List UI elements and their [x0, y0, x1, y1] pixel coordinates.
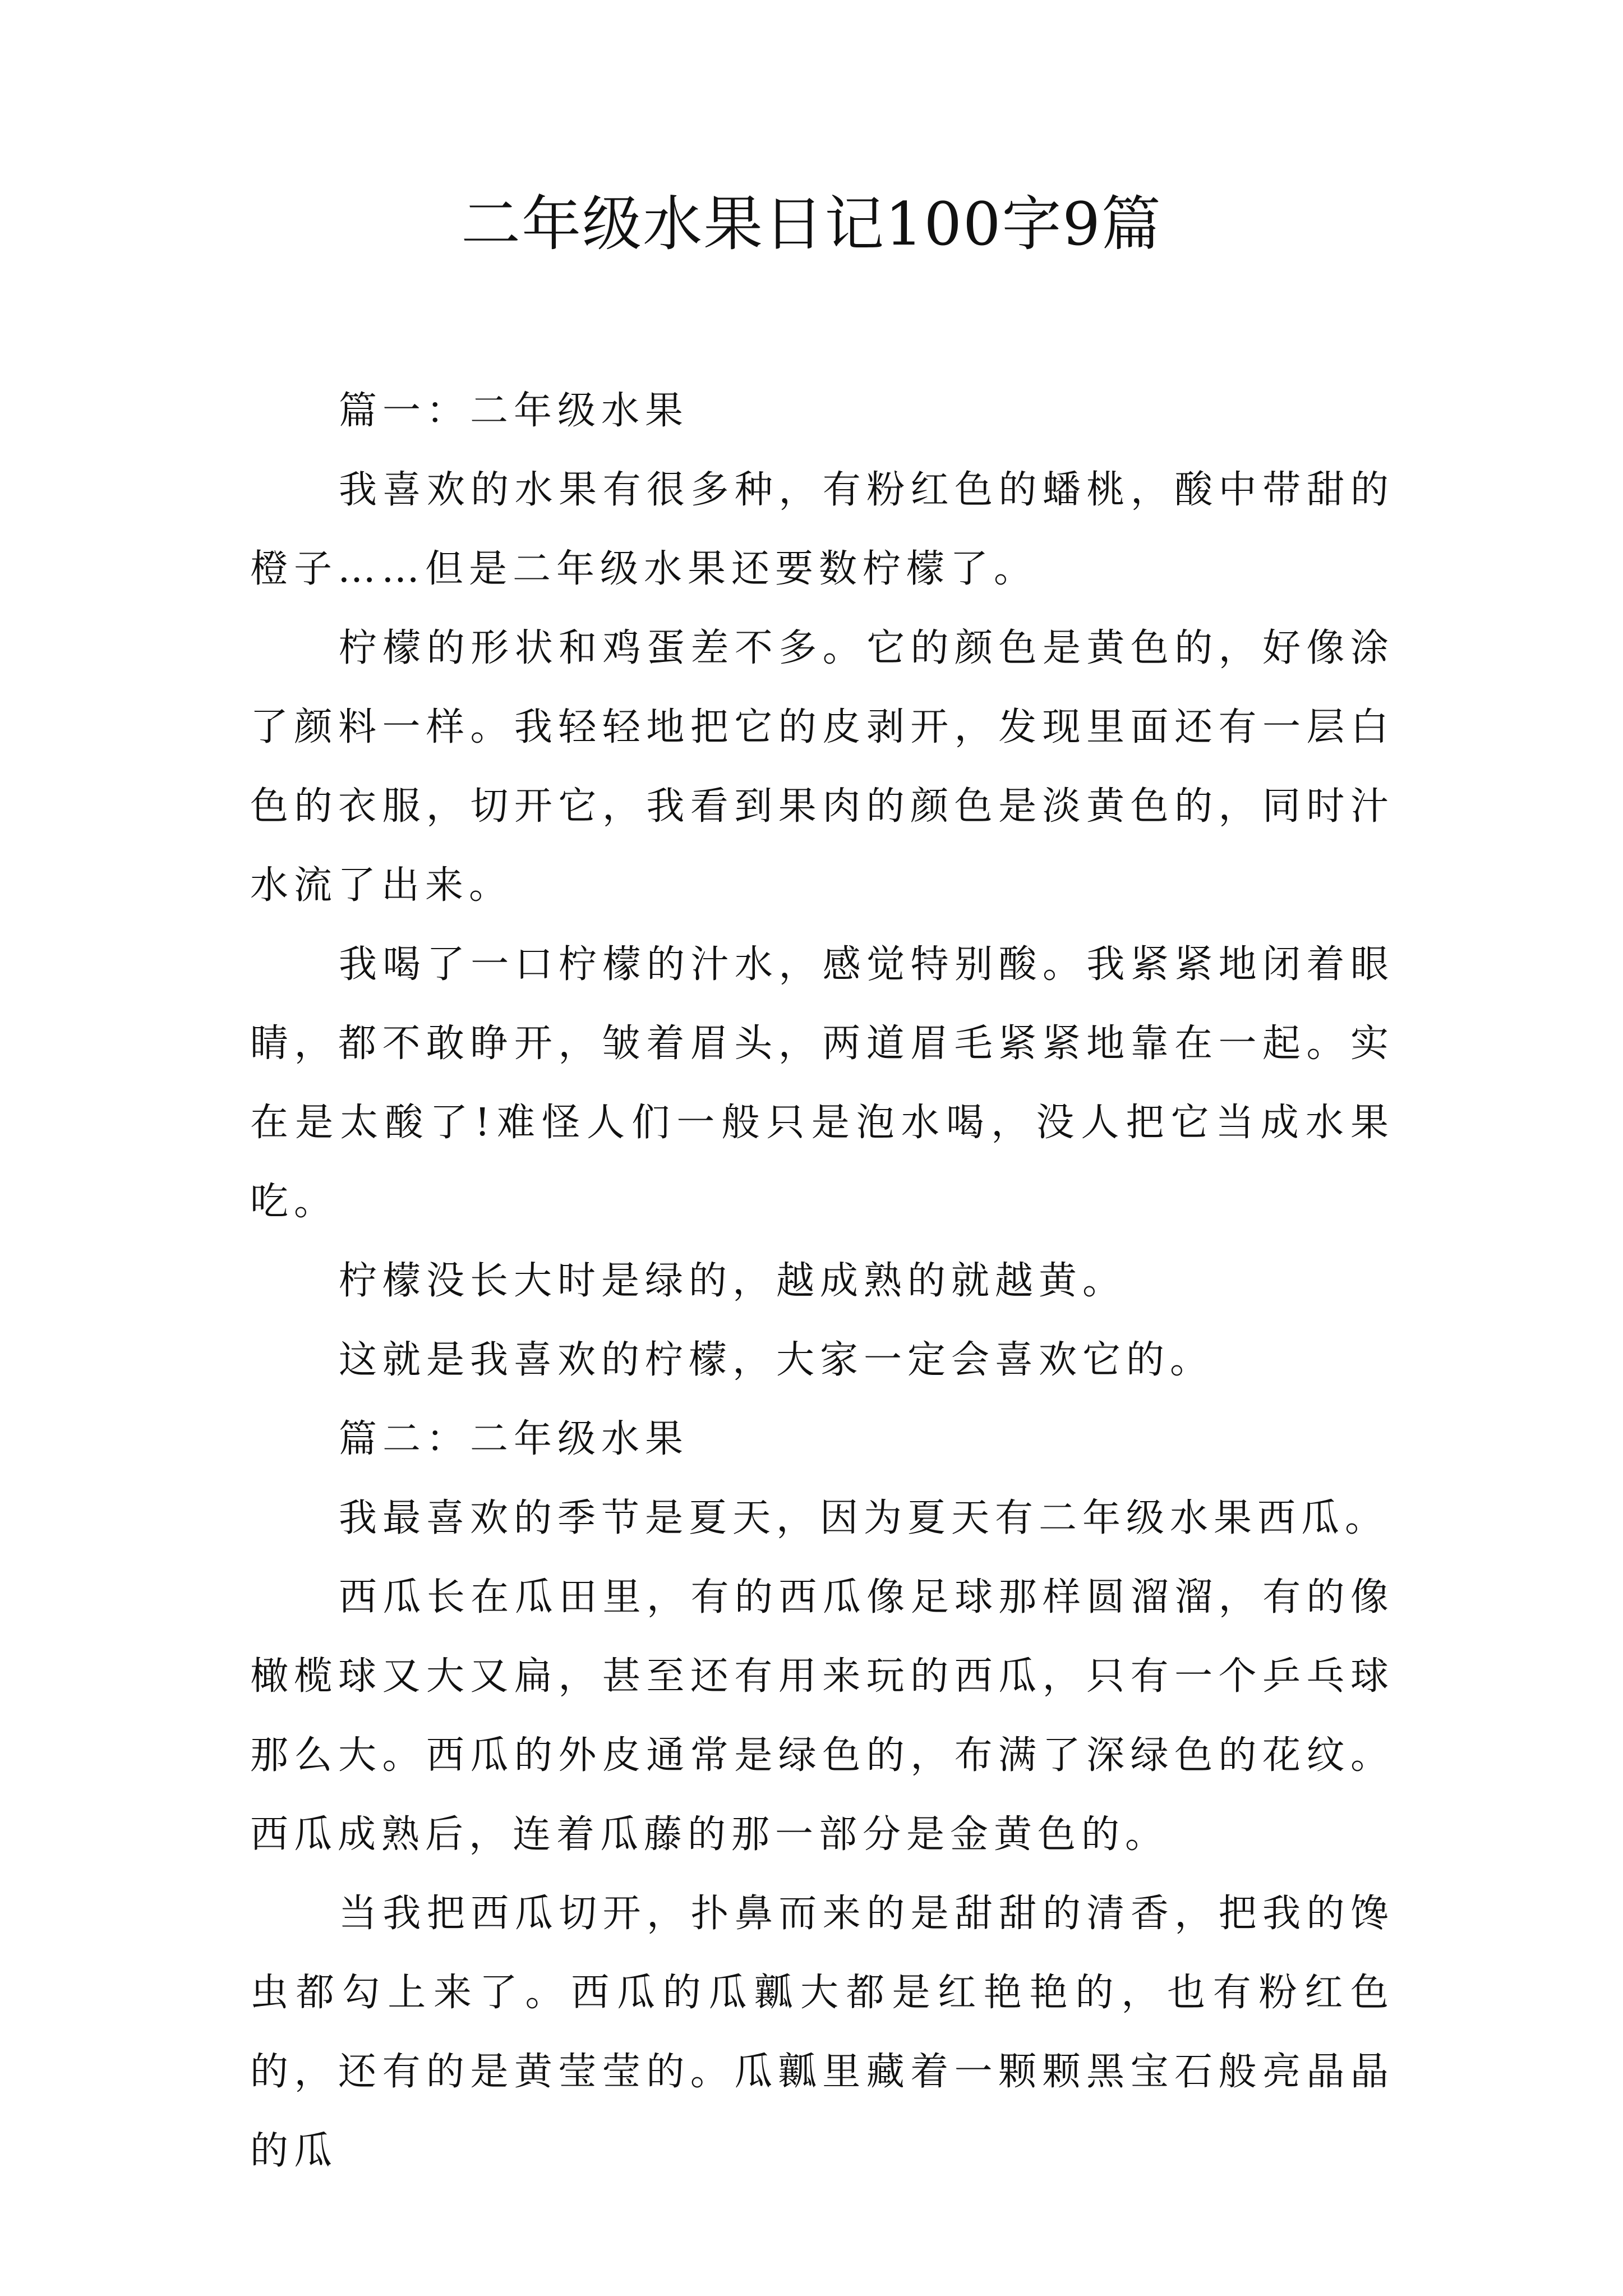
paragraph: 柠檬的形状和鸡蛋差不多。它的颜色是黄色的，好像涂了颜料一样。我轻轻地把它的皮剥开，发现里面还有一层白色的衣服，切开它，我看到果肉的颜色是淡黄色的，同时汁水流了出来。 — [250, 626, 1394, 908]
paragraph: 我喜欢的水果有很多种，有粉红色的蟠桃，酸中带甜的橙子……但是二年级水果还要数柠檬了。 — [250, 468, 1394, 591]
paragraph: 当我把西瓜切开，扑鼻而来的是甜甜的清香，把我的馋虫都勾上来了。西瓜的瓜瓤大都是红艳艳的，也有粉红色的，还有的是黄莹莹的。瓜瓤里藏着一颗颗黑宝石般亮晶晶的瓜 — [250, 1892, 1394, 2173]
document-title: 二年级水果日记100字9篇 — [461, 190, 1162, 259]
document-body — [250, 371, 1394, 2191]
paragraph: 我最喜欢的季节是夏天，因为夏天有二年级水果西瓜。 — [339, 1496, 1389, 1540]
paragraph: 我喝了一口柠檬的汁水，感觉特别酸。我紧紧地闭着眼睛，都不敢睁开，皱着眉头，两道眉毛紧紧地靠在一起。实在是太酸了!难怪人们一般只是泡水喝，没人把它当成水果吃。 — [250, 942, 1394, 1224]
paragraph: 西瓜长在瓜田里，有的西瓜像足球那样圆溜溜，有的像橄榄球又大又扁，甚至还有用来玩的西瓜，只有一个乒乓球那么大。西瓜的外皮通常是绿色的，布满了深绿色的花纹。西瓜成熟后，连着瓜藤的那一部分是金黄色的。 — [250, 1575, 1394, 1857]
paragraph: 柠檬没长大时是绿的，越成熟的就越黄。 — [339, 1259, 1127, 1303]
section-heading-1: 篇一：二年级水果 — [339, 389, 689, 433]
paragraph: 这就是我喜欢的柠檬，大家一定会喜欢它的。 — [339, 1338, 1214, 1382]
section-heading-2: 篇二：二年级水果 — [339, 1417, 689, 1461]
